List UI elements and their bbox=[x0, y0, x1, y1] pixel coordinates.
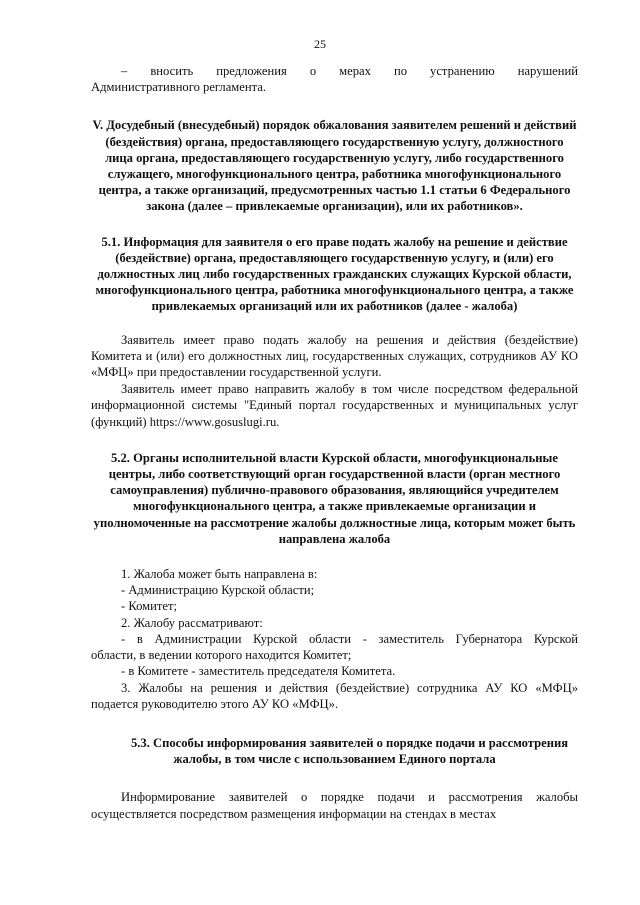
list-item: 2. Жалобу рассматривают: bbox=[121, 615, 263, 630]
section-5-2-list bbox=[91, 566, 578, 712]
section-5-3-paragraph-1: Информирование заявителей о порядке подачи и рассмотрения жалобы осуществляется посредством размещения информации на стендах в местах bbox=[91, 790, 578, 821]
list-item: - в Комитете - заместитель председателя Комитета. bbox=[121, 664, 396, 679]
list-item: - Администрацию Курской области; bbox=[121, 583, 315, 598]
document-content bbox=[91, 63, 578, 822]
intro-line-2: Административного регламента. bbox=[91, 80, 267, 95]
list-item: области, в ведении которого находится Комитет; bbox=[91, 648, 352, 663]
list-item: 1. Жалоба может быть направлена в: bbox=[121, 567, 318, 582]
section-5-1-paragraph-1: Заявитель имеет право подать жалобу на решения и действия (бездействие) Комитета и (или) его должностных лиц, государственных служащих, сотрудников АУ КО «МФЦ» при предоставлении государственной услуги. bbox=[91, 332, 578, 380]
section-5-1-heading: 5.1. Информация для заявителя о его праве подать жалобу на решение и действие (бездействие) органа, предоставляющего государственную услугу, и (или) его должностных лиц либо государственных гражданских служащих Курской области, многофункционального центра, работника многофункционального центра, а также привлекаемых организаций или их работников (далее - жалоба) bbox=[95, 234, 574, 314]
intro-line-1: – вносить предложения о мерах по устранению нарушений bbox=[121, 64, 578, 78]
section-5-3-heading: 5.3. Способы информирования заявителей о порядке подачи и рассмотрения жалобы, в том числе с использованием Единого портала bbox=[130, 735, 569, 767]
list-item: 3. Жалобы на решения и действия (бездействие) сотрудника АУ КО «МФЦ» bbox=[121, 680, 578, 695]
section-5-heading: V. Досудебный (внесудебный) порядок обжалования заявителем решений и действий (бездействия) органа, предоставляющего государственную услугу, должностного лица органа, предоставляющего государственную услугу, либо государственного служащего, многофункционального центра, работника многофункционального центра, а также организаций, предусмотренных частью 1.1 статьи 6 Федерального закона (далее – привлекаемые организации), или их работников». bbox=[92, 118, 577, 214]
page-number: 25 bbox=[314, 37, 326, 51]
section-5-2-heading: 5.2. Органы исполнительной власти Курской области, многофункциональные центры, либо соответствующий орган государственной власти (орган местного самоуправления) публично-правового образования, являющийся учредителем многофункционального центра, а также привлекаемые организации и уполномоченные на рассмотрение жалобы должностные лица, которым может быть направлена жалоба bbox=[93, 450, 576, 546]
list-item: - Комитет; bbox=[121, 599, 177, 614]
section-5-1-paragraph-2: Заявитель имеет право направить жалобу в том числе посредством федеральной информационной системы "Единый портал государственных и муниципальных услуг (функций) https://www.gosuslugi.ru. bbox=[91, 382, 578, 429]
list-item: подается руководителю этого АУ КО «МФЦ». bbox=[91, 696, 339, 711]
list-item: - в Администрации Курской области - заместитель Губернатора Курской bbox=[121, 631, 578, 646]
